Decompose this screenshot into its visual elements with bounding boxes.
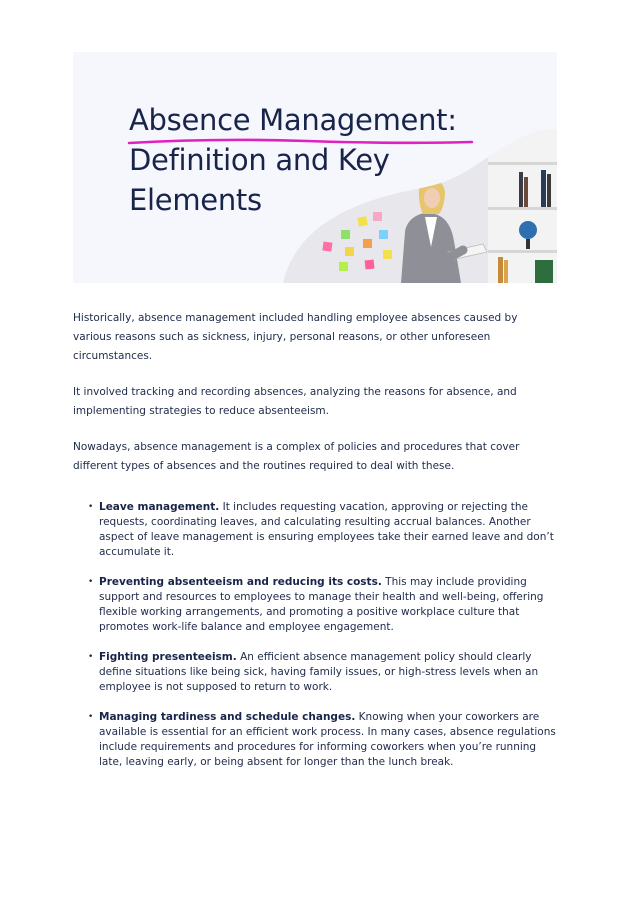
- page-title: [129, 100, 457, 220]
- title-line-1: Absence Management:: [129, 103, 457, 137]
- paragraph: It involved tracking and recording absences, analyzing the reasons for absence, and implementing strategies to reduce absenteeism.: [73, 386, 517, 417]
- list-item: [99, 650, 559, 695]
- list-item-term: Leave management.: [99, 501, 220, 513]
- title-line-2: Definition and Key: [129, 143, 390, 177]
- list-item-term: Fighting presenteeism.: [99, 651, 237, 663]
- list-item-text: It includes requesting vacation, approving or rejecting the requests, coordinating leaves, and calculating resulting accrual balances. Another aspect of leave management is ensuring employees take their earned leave and don’t accumulate it.: [99, 501, 554, 558]
- list-item: [99, 500, 559, 560]
- list-item-text: Knowing when your coworkers are available is essential for an efficient work process. In many cases, absence regulations include requirements and procedures for informing coworkers when you’re running late, leaving early, or being absent for longer than the lunch break.: [99, 711, 556, 768]
- list-item: [99, 575, 559, 635]
- title-line-3: Elements: [129, 183, 262, 217]
- list-item-text: An efficient absence management policy should clearly define situations like being sick, having family issues, or high-stress levels when an employee is not supposed to return to work.: [99, 651, 539, 693]
- paragraph: Nowadays, absence management is a complex of policies and procedures that cover different types of absences and the routines required to deal with these.: [73, 441, 520, 472]
- hero-banner: [73, 52, 557, 283]
- list-item-term: Managing tardiness and schedule changes.: [99, 711, 356, 723]
- list-item-text: This may include providing support and resources to employees to manage their health and well-being, offering flexible working arrangements, and promoting a positive workplace culture that promotes work-life balance and employee engagement.: [99, 576, 544, 633]
- list-item: [99, 710, 559, 770]
- key-elements-list: [99, 500, 559, 785]
- list-item-term: Preventing absenteeism and reducing its costs.: [99, 576, 382, 588]
- paragraph: Historically, absence management included handling employee absences caused by various reasons such as sickness, injury, personal reasons, or other unforeseen circumstances.: [73, 312, 518, 362]
- intro-text: [73, 309, 557, 493]
